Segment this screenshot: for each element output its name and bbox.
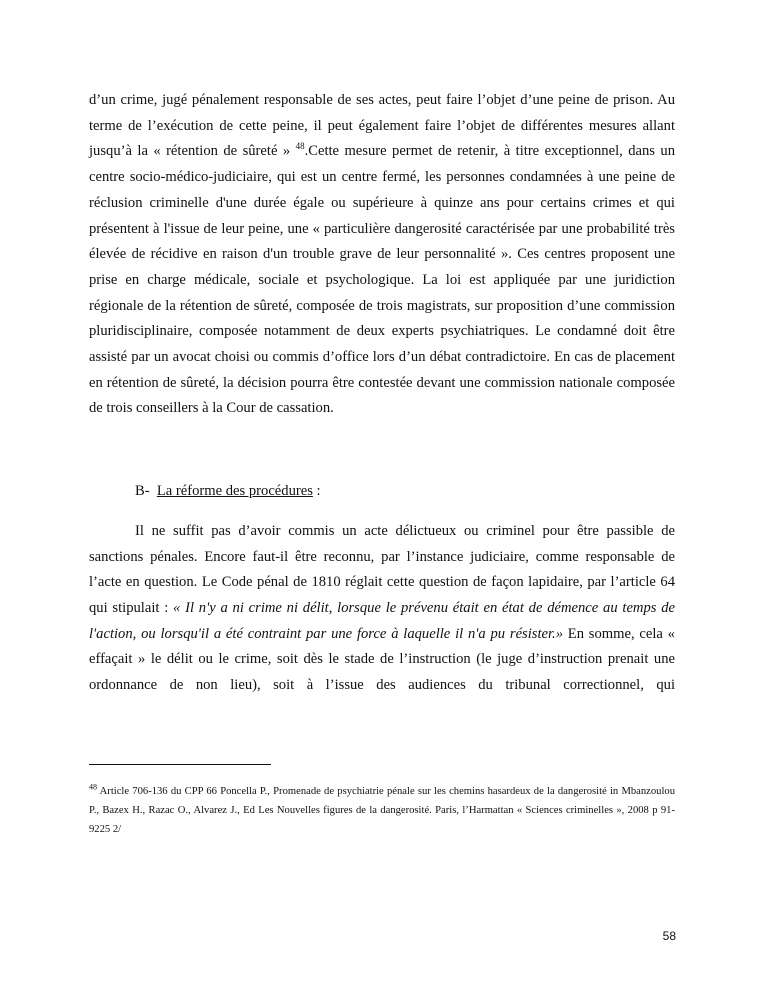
section-heading-suffix: : [312,483,321,500]
section-heading-b [89,479,675,505]
paragraph2-text-after: En somme, cela « effaçait » le délit ou le crime, soit dès le stade de l’instruction (le juge d’instruction prenait une ordonnance de non lieu), soit à l’issue des audiences du tribunal correctionnel, qui [89,625,675,694]
footnote-reference-48[interactable]: 48 [295,141,305,152]
paragraph1-text-before: d’un crime, jugé pénalement responsable de ses actes, peut faire l’objet d’une peine de prison. Au terme de l’exécution de cette peine, il peut également faire l’objet de différentes mesures allant jusqu’à la « rétention de sûreté » [89,92,675,160]
section-heading-title: La réforme des procédures [156,483,313,500]
footnote-separator [89,764,271,765]
page-number: 58 [662,929,676,943]
page-body [89,88,675,699]
footnote-number: 48 [89,782,97,792]
article-64-quote: « Il n'y a ni crime ni délit, lorsque le prévenu était en état de démence au temps de l'action, ou lorsqu'il a été contraint par une force à laquelle il n'a pu résister.» [89,599,675,642]
paragraph2-text-before: Il ne suffit pas d’avoir commis un acte délictueux ou criminel pour être passible de sanctions pénales. Encore faut-il être reconnu, par l’instance judiciaire, comme responsable de l’acte en question. Le Code pénal de 1810 réglait cette question de façon lapidaire, par l’article 64 qui stipulait : [89,522,675,616]
footnote-text: Article 706-136 du CPP 66 Poncella P., Promenade de psychiatrie pénale sur les chemins hasardeux de la dangerosité in Mbanzoulou P., Bazex H., Razac O., Alvarez J., Ed Les Nouvelles figures de la dangerosité. Paris, l’Harmattan « Sciences criminelles », 2008 p 91-9225 2/ [89,786,675,835]
footnote-48 [89,782,675,839]
paragraph-retention-de-surete [89,88,675,422]
paragraph1-text-after: .Cette mesure permet de retenir, à titre exceptionnel, dans un centre socio-médico-judiciaire, qui est un centre fermé, les personnes condamnées à une peine de réclusion criminelle d'une durée égale ou supérieure à quinze ans pour certains crimes et qui présentent à l'issue de leur peine, une « particulière dangerosité caractérisée par une probabilité très élevée de récidive en raison d'un trouble grave de leur personnalité ». Ces centres proposent une prise en charge médicale, sociale et psychologique. La loi est appliquée par une juridiction régionale de la rétention de sûreté, composée de trois magistrats, sur proposition d’une commission pluridisciplinaire, composée notamment de deux experts psychiatriques. Le condamné doit être assisté par un avocat choisi ou commis d’office lors d’un débat contradictoire. En cas de placement en rétention de sûreté, la décision pourra être contestée devant une commission nationale composée de trois conseillers à la Cour de cassation. [89,143,675,417]
paragraph-reforme-procedures [89,519,675,699]
section-heading-prefix: B- [135,483,157,500]
